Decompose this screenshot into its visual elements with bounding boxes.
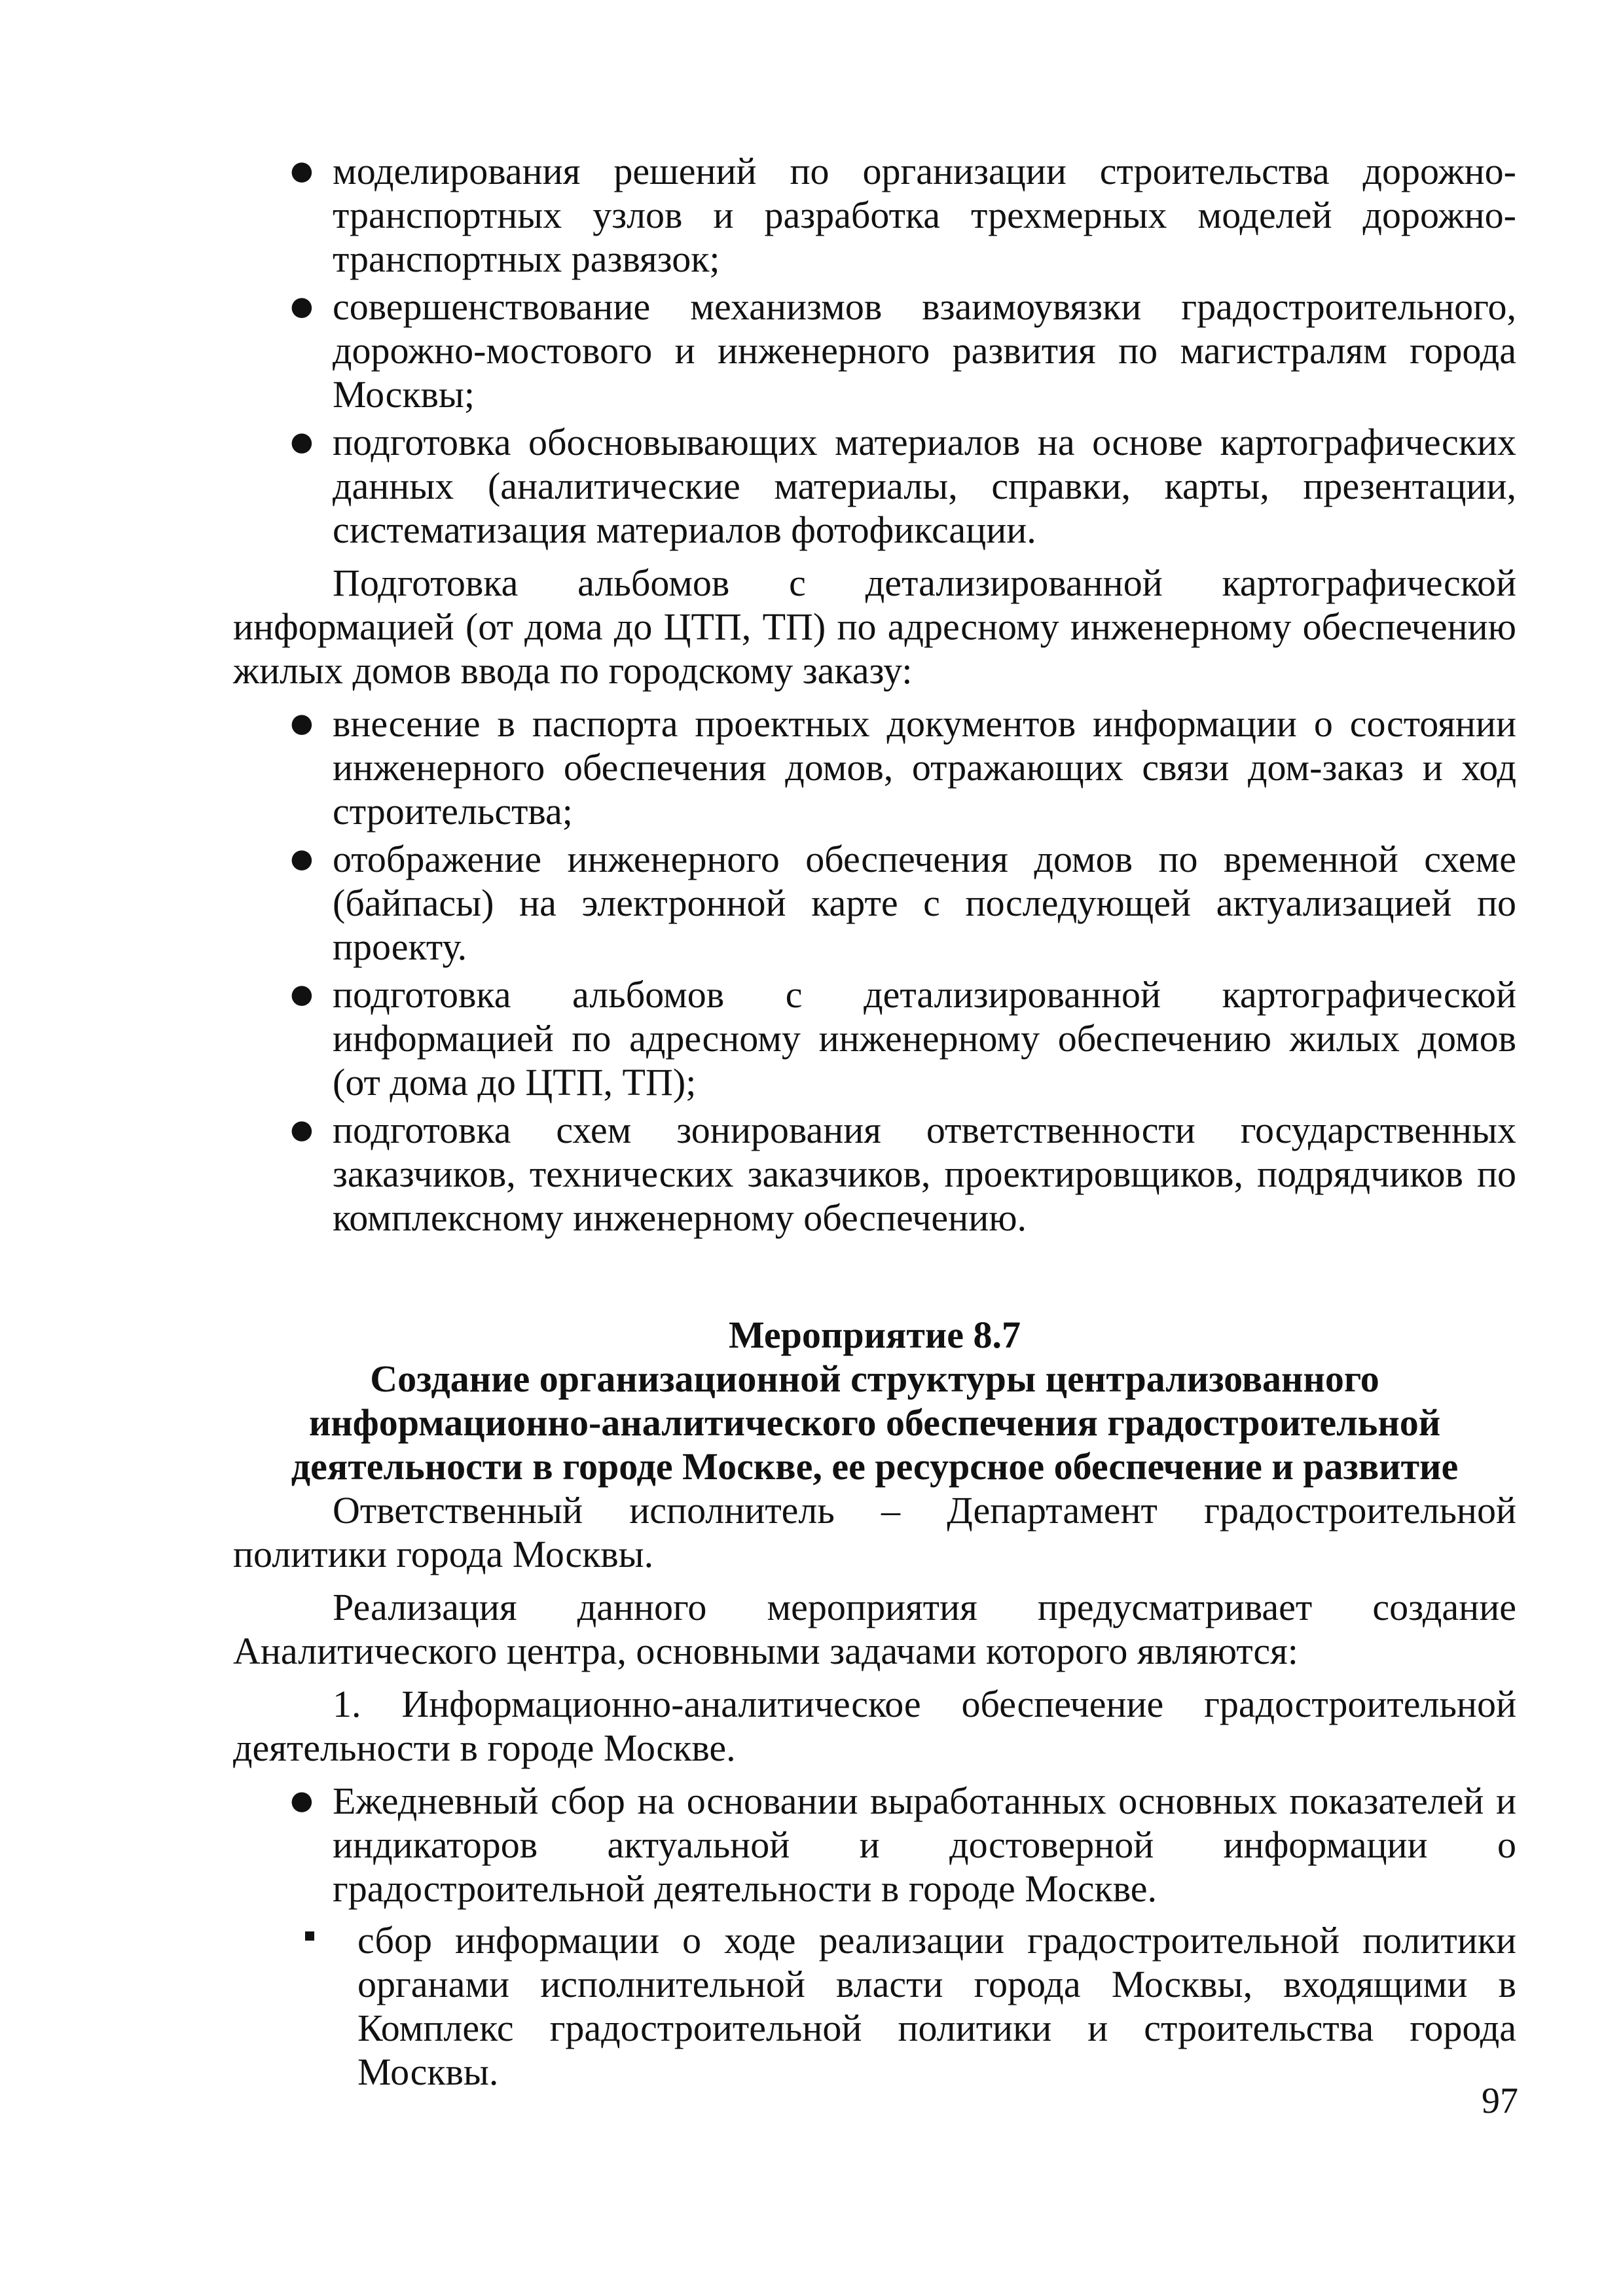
paragraph-task-1: 1. Информационно-аналитическое обеспечение градостроительной деятельности в городе Москве.	[233, 1683, 1516, 1769]
bullet-icon: ●	[290, 708, 314, 738]
bullet-icon: ●	[290, 427, 314, 457]
section-label: Мероприятие 8.7	[728, 1314, 1021, 1356]
list-item-text: подготовка альбомов с детализированной картографической информацией по адресному инженерному обеспечению жилых домов (от дома до ЦТП, ТП);	[333, 973, 1516, 1103]
list-item	[233, 973, 1516, 1104]
paragraph-albums: Подготовка альбомов с детализированной картографической информацией (от дома до ЦТП, ТП) по адресному инженерному обеспечению жилых домов ввода по городскому заказу:	[233, 562, 1516, 692]
list-item-text: отображение инженерного обеспечения домов по временной схеме (байпасы) на электронной карте с последующей актуализацией по проекту.	[333, 838, 1516, 968]
list-item-text: подготовка обосновывающих материалов на основе картографических данных (аналитические материалы, справки, карты, презентации, систематизация материалов фотофиксации.	[333, 421, 1516, 551]
bullet-icon: ●	[290, 979, 314, 1009]
list-item	[233, 149, 1516, 281]
paragraph-responsible: Ответственный исполнитель – Департамент градостроительной политики города Москвы.	[233, 1489, 1516, 1575]
list-item	[233, 1779, 1516, 1910]
list-item	[233, 420, 1516, 552]
bullet-icon: ●	[290, 291, 314, 321]
paragraph-implementation: Реализация данного мероприятия предусматривает создание Аналитического центра, основными задачами которого являются:	[233, 1586, 1516, 1672]
list-item	[233, 702, 1516, 833]
list-item-text: внесение в паспорта проектных документов информации о состоянии инженерного обеспечения домов, отражающих связи дом-заказ и ход строительства;	[333, 702, 1516, 833]
section-title: Создание организационной структуры централизованного информационно-аналитического обеспечения градостроительной деятельности в городе Москве, ее ресурсное обеспечение и развитие	[291, 1357, 1459, 1488]
list-item	[233, 1108, 1516, 1240]
square-bullet-icon	[305, 1931, 314, 1941]
list-item-text: подготовка схем зонирования ответственности государственных заказчиков, технических заказчиков, проектировщиков, подрядчиков по комплексному инженерному обеспечению.	[333, 1109, 1516, 1239]
list-item-text: Ежедневный сбор на основании выработанных основных показателей и индикаторов актуальной и достоверной информации о градостроительной деятельности в городе Москве.	[333, 1780, 1516, 1910]
list-item	[233, 285, 1516, 416]
list-item	[233, 837, 1516, 969]
bullet-list-3	[233, 1779, 1516, 1910]
list-item-text: моделирования решений по организации строительства дорожно-транспортных узлов и разработка трехмерных моделей дорожно-транспортных развязок;	[333, 150, 1516, 280]
bullet-icon: ●	[290, 1785, 314, 1816]
sub-list-item-text: сбор информации о ходе реализации градостроительной политики органами исполнительной власти города Москвы, входящими в Комплекс градостроительной политики и строительства города Москвы.	[357, 1919, 1516, 2093]
bullet-icon: ●	[290, 1115, 314, 1145]
sub-list-item	[233, 1918, 1516, 2094]
page-body	[233, 149, 1516, 2094]
page-number: 97	[1482, 2081, 1518, 2121]
bullet-icon: ●	[290, 844, 314, 874]
bullet-icon: ●	[290, 156, 314, 186]
sub-bullet-list	[233, 1918, 1516, 2094]
list-item-text: совершенствование механизмов взаимоувязки градостроительного, дорожно-мостового и инженерного развития по магистралям города Москвы;	[333, 285, 1516, 416]
bullet-list-1	[233, 149, 1516, 552]
bullet-list-2	[233, 702, 1516, 1240]
